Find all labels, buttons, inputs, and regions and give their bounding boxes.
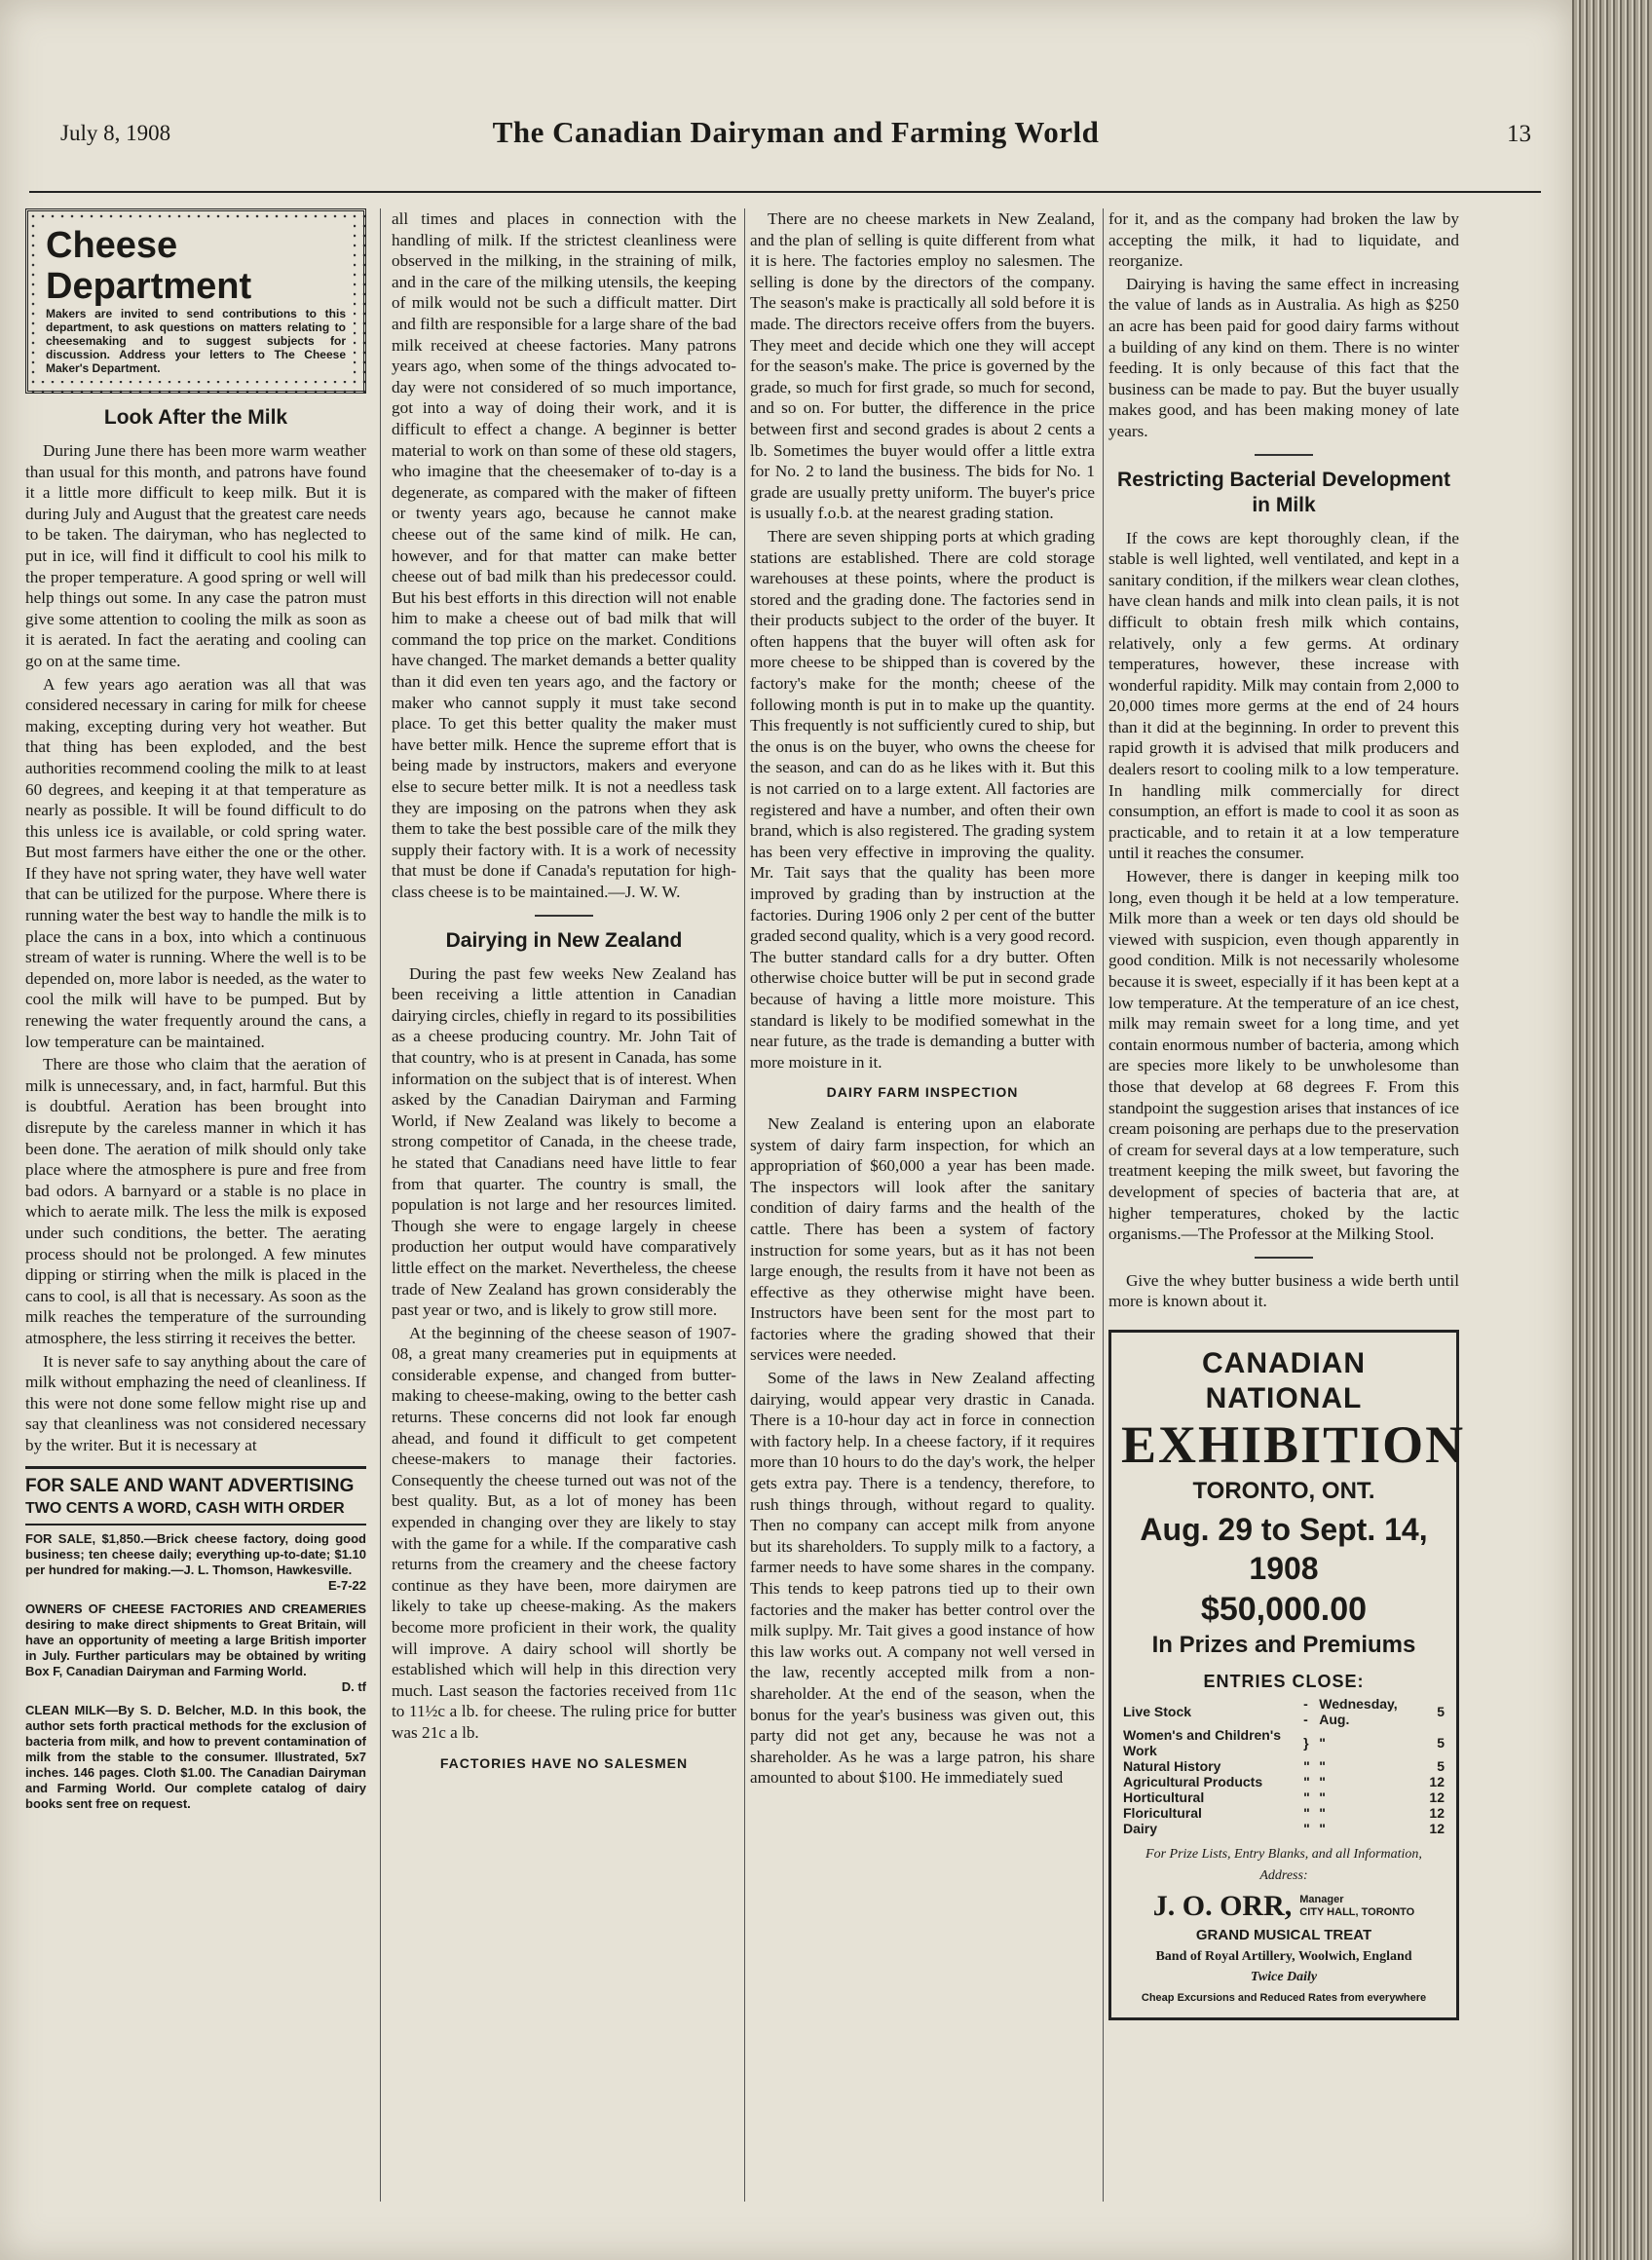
entry-month: " [1319, 1789, 1326, 1806]
classified-ad-code: E-7-22 [327, 1577, 366, 1593]
classified-ad-code: D. tf [341, 1678, 366, 1694]
classified-ad [25, 1601, 366, 1695]
article-title: Dairying in New Zealand [445, 928, 683, 952]
section-rule [1255, 1257, 1313, 1259]
entries-row [1121, 1789, 1446, 1805]
entry-name: Dairy [1123, 1821, 1158, 1837]
article-subheading: FACTORIES HAVE NO SALESMEN [439, 1754, 689, 1771]
article-paragraph: for it, and as the company had broken the law by accepting the milk, it had to liquidate, and reorganize. [1108, 209, 1459, 271]
entry-dots: " [1303, 1805, 1310, 1822]
entry-month: Wednesday, Aug. [1319, 1696, 1398, 1728]
exhibition-prizes-label: In Prizes and Premiums [1151, 1631, 1416, 1658]
entry-name: Horticultural [1123, 1789, 1205, 1806]
article-paragraph: New Zealand is entering upon an elaborate system of dairy farm inspection, for which an appropriation of $60,000 a year has been made. The inspectors will look after the sanitary condition of dairy farms and the health of the cattle. There has been a system of factory instruction for some years, but as it has not been large enough, the results from it have not been as effective as they otherwise might have been. Instructors have been sent for the most part to factories where the grading showed that their services were needed. [750, 1113, 1095, 1365]
section-rule [1255, 454, 1313, 456]
article-paragraph: all times and places in connection with the handling of milk. If the strictest cleanliness were observed in the milking, in the straining of milk, and in the care of the milking utensils, the keeping of milk would not be such a difficult matter. Dirt and filth are responsible for a large share of the bad milk received at cheese factories. Many patrons years ago, when some of the things advocated to-day were not considered of so much importance, got into a way of doing their work, and it is difficult to effect a change. A beginner is better material to work on than some of these old stagers, who imagine that the cheesemaker of to-day is a degenerate, as compared with the maker of fifteen or twenty years ago, because he cannot make cheese out of the same kind of milk. He can, however, and for that matter can make better cheese out of bad milk than his predecessor could. But his best efforts in this direction will not enable him to make a cheese out of bad milk that will command the top price on the market. Conditions have changed. The market demands a better quality than it did even ten years ago, and the factory or maker who cannot supply it must take second place. To get this better quality the maker must have better milk. Hence the supreme effort that is being made by instructors, makers and everyone else to secure better milk. It is not a needless task they are imposing on the patrons when they ask them to take the best possible care of the milk they supply their factory with. It is a work of necessity that must be done if Canada's reputation for high-class cheese is to be maintained.—J. W. W. [392, 209, 736, 901]
entry-dots: " [1303, 1774, 1310, 1790]
column-4 [1108, 208, 1466, 2020]
article-paragraph: There are no cheese markets in New Zealand, and the plan of selling is quite different from what it is here. The factories employ no salesmen. The selling is done by the directors of the company. The season's make is practically all sold before it is made. The directors receive offers from the buyers. They meet and decide which one they will accept for the season's make. The price is governed by the grade, so much for first grade, so much for second, and so on. For butter, the difference in the price between first and second grades is about 2 cents a lb. Sometimes the buyer would offer a little extra for No. 2 to land the business. The bids for No. 1 grade are usually pretty uniform. The buyer's price is usually f.o.b. at the nearest grading station. [750, 209, 1095, 523]
exhibition-prize-amount: $50,000.00 [1200, 1590, 1368, 1628]
classified-subheading: TWO CENTS A WORD, CASH WITH ORDER [25, 1498, 366, 1526]
entry-day: 5 [1437, 1704, 1445, 1720]
article-paragraph: However, there is danger in keeping milk too long, even though it be held at a low temperature. Milk more than a week or ten days old should be viewed with suspicion, even though apparently in good condition. Milk is not necessarily wholesome because it is sweet, especially if it has been kept at a low temperature. At the temperature of an ice chest, milk may remain sweet for a long time, and yet contain enormous number of bacteria, among which are species more likely to be unwholesome than those that develop at 68 degrees F. From this standpoint the suggestion arises that instances of ice cream poisoning are perhaps due to the preservation of cream for several days at a low temperature, such treatment keeping the milk sweet, but favoring the development of species of bacteria that are, at higher temperatures, choked by the lactic organisms.—The Professor at the Milking Stool. [1108, 867, 1459, 1244]
entry-month: " [1319, 1774, 1326, 1790]
entry-month: " [1319, 1821, 1326, 1837]
entry-name: Natural History [1123, 1758, 1221, 1775]
article-paragraph: At the beginning of the cheese season of 1907-08, a great many creameries put in equipments at considerable expense, and changed from butter-making to cheese-making, owing to the better cash returns. These concerns did not look far enough ahead, and found it difficult to get competent cheese-makers to manage their factories. Consequently the cheese turned out was not of the best quality. But, as a lot of money has been expended in changing over they are likely to stay with the game for a while. If the comparative cash returns from the creamery and the cheese factory continue as they have been, more dairymen are likely to take up cheese-making. As the makers become more proficient in their work, the quality will improve. A dairy school will shortly be established which will help in this direction very much. Last season the factories received from 11c to 11½c a lb. for cheese. The ruling price for butter was 21c a lb. [392, 1323, 736, 1742]
column-divider [744, 208, 745, 2202]
entries-row [1121, 1727, 1446, 1758]
cheese-department-box [25, 208, 366, 394]
classified-ad-text: CLEAN MILK—By S. D. Belcher, M.D. In this book, the author sets forth practical methods for the exclusion of bacteria from milk, and how to prevent contamination of milk from the stable to the consumer. Illustrated, 5x7 inches. 146 pages. Cloth $1.00. The Canadian Dairyman and Farming World. Our complete catalog of dairy books sent free on request. [25, 1702, 366, 1811]
grand-musical-treat: GRAND MUSICAL TREAT [1195, 1927, 1372, 1944]
article-paragraph: It is never safe to say anything about the care of milk without emphazing the need of cleanliness. If this were not done some fellow might rise up and say that cleanliness was not considered necessary by the writer. But it is necessary at [25, 1351, 366, 1454]
article-title: Restricting Bacterial Development in Milk [1117, 468, 1450, 516]
manager-block [1121, 1890, 1446, 1923]
manager-details [1299, 1894, 1414, 1919]
entry-day: 12 [1429, 1821, 1445, 1837]
article-paragraph: During June there has been more warm weather than usual for this month, and patrons have found it a little more difficult to keep milk. But it is during July and August that the greatest care needs to be taken. The dairyman, who has neglected to put in ice, will find it difficult to cool his milk to the proper temperature. A good spring or well will help things out some. In any case the patron must give some attention to cooling the milk as soon as it is aerated. In fact the aerating and cooling can go on at the same time. [25, 441, 366, 670]
entry-day: 12 [1429, 1789, 1445, 1806]
header-rule [29, 191, 1541, 193]
entry-day: 12 [1429, 1805, 1445, 1822]
cheese-department-title: Cheese Department [46, 225, 252, 307]
classified-ad [25, 1531, 366, 1594]
filler-paragraph: Give the whey butter business a wide berth until more is known about it. [1108, 1270, 1459, 1311]
entry-dots: " [1303, 1789, 1310, 1806]
exhibition-dates: Aug. 29 to Sept. 14, 1908 [1140, 1511, 1428, 1586]
entries-row [1121, 1758, 1446, 1774]
entry-name: Live Stock [1123, 1704, 1192, 1720]
entry-month: " [1319, 1805, 1326, 1822]
entry-dots: " [1303, 1758, 1310, 1775]
article-paragraph: There are those who claim that the aeration of milk is unnecessary, and, in fact, harmful. But this is doubtful. Aeration has been brought into disrepute by the careless manner in which it has been done. The aeration of milk should only take place where the atmosphere is pure and free from bad odors. A barnyard or a stable is no place in which to aerate milk. The less the milk is exposed under such conditions, the better. The aerating process should not be prolonged. A few minutes dipping or stirring when the milk is placed in the cans to cool, is all that is necessary. As soon as the milk reaches the temperature of the surrounding atmosphere, the less stirring it receives the better. [25, 1055, 366, 1347]
entries-table [1121, 1696, 1446, 1836]
issue-date: July 8, 1908 [60, 121, 171, 145]
article-paragraph: A few years ago aeration was all that was considered necessary in caring for milk for cheese making, excepting during very hot weather. But that thing has been exploded, and the best authorities recommend cooling the milk to at least 60 degrees, and keeping it at that temperature as nearly as possible. It will be found difficult to do this unless ice is available, or cold spring water. But most farmers have either the one or the other. If they have not spring water, they have well water that can be utilized for the purpose. Where there is running water the best way to handle the milk is to place the cans in a box, into which a continuous stream of water is running. Where the well is to be depended on, more labor is needed, as the water to cool the milk will have to be pumped. But by renewing the water frequently around the cans, a low temperature can be maintained. [25, 674, 366, 1051]
band-name: Band of Royal Artillery, Woolwich, England [1155, 1948, 1412, 1964]
exhibition-name-line2: EXHIBITION [1121, 1414, 1466, 1474]
entry-name: Agricultural Products [1123, 1774, 1263, 1790]
page-number: 13 [1507, 121, 1531, 147]
entries-row [1121, 1805, 1446, 1821]
entry-month: " [1319, 1758, 1326, 1775]
entry-month: " [1319, 1735, 1326, 1752]
article-paragraph: Dairying is having the same effect in increasing the value of lands as in Australia. As high as $250 an acre has been paid for good dairy farms without a building of any kind on them. There is no winter feeding. It is only because of this fact that the business can be made to pay. But the buyer usually makes good, and has been making money of late years. [1108, 274, 1459, 440]
classified-ad-text: OWNERS OF CHEESE FACTORIES AND CREAMERIES desiring to make direct shipments to Great Britain, will have an opportunity of meeting a large British importer in July. Further particulars may be obtained by writing Box F, Canadian Dairyman and Farming World. [25, 1601, 366, 1678]
article-paragraph: There are seven shipping ports at which grading stations are established. There are cold storage warehouses at these points, where the product is stored and the grading done. The factories send in their products subject to the order of the buyer. It often happens that the buyer will often ask for more cheese to be shipped than is covered by the factory's make for the month; cheese of the following month is put in to make up the quantity. This frequently is not sufficiently cured to ship, but the onus is on the buyer, who owns the cheese for the season, and can do as he likes with it. But this is not carried on to a large extent. All factories are registered and have a number, and often their own brand, which is also registered. The grading system has been very effective in improving the quality. Mr. Tait says that the quality has been more improved by grading than by instruction at the factories. During 1906 only 2 per cent of the butter graded second quality, which is a very good record. The butter standard calls for a dry butter. Often otherwise choice butter will be put in second grade because of having a little more moisture. This standard is likely to be modified somewhat in the near future, as the trade is demanding a butter with more moisture in it. [750, 526, 1095, 1072]
entries-close-heading: ENTRIES CLOSE: [1203, 1671, 1365, 1691]
entries-row [1121, 1821, 1446, 1836]
page-header [60, 115, 1531, 162]
exhibition-footnote: For Prize Lists, Entry Blanks, and all Information, Address: [1145, 1847, 1422, 1883]
entry-dots: } [1303, 1735, 1309, 1752]
article-title: Look After the Milk [103, 406, 288, 429]
column-divider [380, 208, 381, 2202]
entries-row [1121, 1696, 1446, 1727]
classified-heading: FOR SALE AND WANT ADVERTISING [25, 1466, 366, 1498]
entry-dots: " [1303, 1821, 1310, 1837]
entry-day: 12 [1429, 1774, 1445, 1790]
cheap-excursions: Cheap Excursions and Reduced Rates from everywhere [1141, 1992, 1427, 2005]
entry-name: Women's and Children's Work [1123, 1727, 1281, 1759]
article-paragraph: If the cows are kept thoroughly clean, if the stable is well lighted, well ventilated, and kept in a sanitary condition, if the milkers wear clean clothes, have clean hands and milk into clean pails, it is not difficult to obtain fresh milk which contains, relatively, only a few germs. At ordinary temperatures, however, these increase with wonderful rapidity. Milk may contain from 2,000 to 20,000 times more germs at the end of 24 hours than it did at the beginning. In order to prevent this rapid growth it is advised that milk producers and dealers resort to cooling milk to a low temperature. In handling milk commercially for direct consumption, an effort is made to cool it as soon as practicable, and to retain it at a low temperature until it reaches the consumer. [1108, 528, 1459, 863]
article-paragraph: Some of the laws in New Zealand affecting dairying, would appear very drastic in Canada. There is a 10-hour day act in force in connection with factory help. In a cheese factory, if it requires more than 10 hours to do the day's work, the helper gets extra pay. There is a tendency, therefore, to rush things through, without regard to quality. Then no company can accept milk from anyone but its shareholders. To supply milk to a factory, a farmer needs to have some shares in the company. This tends to keep patrons tied up to their own factories and the maker has better control over the milk suplpy. Mr. Tait gives a good instance of how this law works out. A company not well versed in the law, recently accepted milk from a non-shareholder. At the end of the season, when the bonus for the year's business was given out, this party did not get any, because he was not a shareholder. As he was a large patron, his share amounted to about $100. He immediately sued [750, 1369, 1095, 1788]
column-1 [25, 208, 366, 1820]
manager-title: Manager [1299, 1894, 1344, 1906]
article-paragraph: During the past few weeks New Zealand has been receiving a little attention in Canadian dairying circles, chiefly in regard to its possibilities as a cheese producing country. Mr. John Tait of that country, who is at present in Canada, has some information on the subject that is of interest. When asked by the Canadian Dairyman and Farming World, if New Zealand was likely to become a strong competitor of Canada, in the cheese trade, he stated that Canadians need have little to fear from that quarter. The country is small, the population is not large and her resources limited. Though she were to engage largely in cheese production her output would have comparatively little effect on the market. Nevertheless, the cheese trade of New Zealand has grown considerably the past year or two, and is likely to grow still more. [392, 963, 736, 1320]
article-subheading: DAIRY FARM INSPECTION [826, 1084, 1019, 1101]
entry-dots: - - [1303, 1696, 1308, 1728]
entries-row [1121, 1774, 1446, 1789]
page-stack-edge [1572, 0, 1652, 2260]
column-2 [392, 208, 736, 1784]
publication-title: The Canadian Dairyman and Farming World [492, 115, 1100, 149]
section-rule [535, 915, 593, 917]
exhibition-advertisement [1108, 1330, 1466, 2020]
column-divider [1103, 208, 1104, 2202]
exhibition-name-line1: CANADIAN NATIONAL [1202, 1346, 1366, 1414]
twice-daily: Twice Daily [1250, 1970, 1318, 1985]
classified-ad [25, 1703, 366, 1812]
entry-name: Floricultural [1123, 1805, 1202, 1822]
manager-address: CITY HALL, TORONTO [1299, 1906, 1415, 1919]
classified-ad-text: FOR SALE, $1,850.—Brick cheese factory, doing good business; ten cheese daily; everything up-to-date; $1.10 per hundred for making.—J. L. Thomson, Hawkesville. [25, 1530, 366, 1577]
manager-name: J. O. ORR, [1152, 1890, 1293, 1923]
entry-day: 5 [1437, 1735, 1445, 1752]
exhibition-city: TORONTO, ONT. [1192, 1477, 1375, 1504]
column-3 [750, 208, 1095, 1790]
entry-day: 5 [1437, 1758, 1445, 1775]
cheese-department-description: Makers are invited to send contributions to this department, to ask questions on matters relating to cheesemaking and to suggest subjects for discussion. Address your letters to The Cheese Maker's Department. [46, 307, 346, 375]
